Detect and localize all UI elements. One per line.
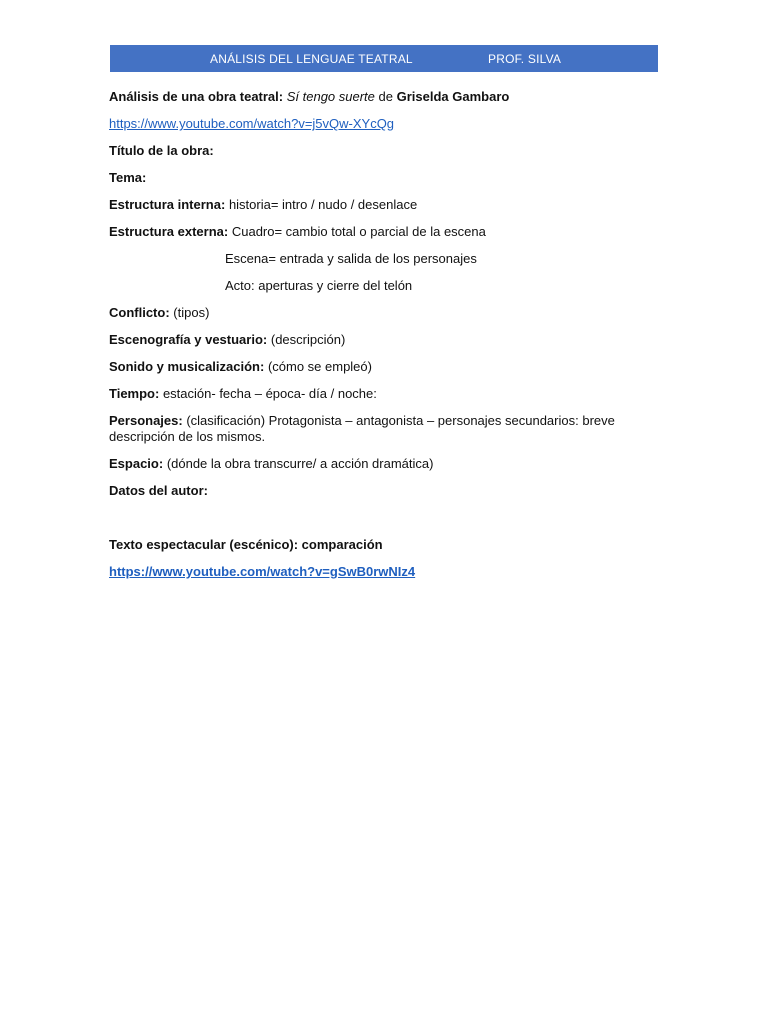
header-teacher: PROF. SILVA [488, 52, 562, 66]
work-author: Griselda Gambaro [396, 89, 510, 104]
personajes-line [109, 413, 629, 445]
sonido-text: (cómo se empleó) [267, 359, 372, 374]
link-line-1 [109, 116, 669, 132]
escenografia-label: Escenografía y vestuario: [109, 332, 268, 347]
tiempo-label: Tiempo: [109, 386, 160, 401]
header-title: ANÁLISIS DEL LENGUAE TEATRAL [210, 52, 413, 66]
escenografia-line [109, 332, 669, 348]
personajes-label: Personajes: [109, 413, 183, 428]
tiempo-text: estación- fecha – época- día / noche: [162, 386, 377, 401]
estructura-interna-label: Estructura interna: [109, 197, 226, 212]
conflicto-line [109, 305, 669, 321]
video-link-2[interactable]: https://www.youtube.com/watch?v=gSwB0rwNIz4 [109, 564, 416, 579]
datos-autor-label: Datos del autor: [109, 483, 208, 498]
video-link-1[interactable]: https://www.youtube.com/watch?v=j5vQw-XYcQg [109, 116, 395, 131]
espacio-line [109, 456, 669, 472]
espacio-label: Espacio: [109, 456, 164, 471]
estructura-externa-escena: Escena= entrada y salida de los personajes [225, 251, 477, 266]
espacio-text: (dónde la obra transcurre/ a acción dramática) [166, 456, 434, 471]
intro-label: Análisis de una obra teatral: [109, 89, 284, 104]
conflicto-label: Conflicto: [109, 305, 170, 320]
conflicto-text: (tipos) [173, 305, 210, 320]
work-title: Sí tengo suerte [286, 89, 375, 104]
texto-espectacular-label: Texto espectacular (escénico): comparación [109, 537, 383, 552]
tema-label: Tema: [109, 170, 147, 185]
sonido-line [109, 359, 669, 375]
estructura-externa-label: Estructura externa: [109, 224, 229, 239]
tiempo-line [109, 386, 669, 402]
estructura-externa-acto: Acto: aperturas y cierre del telón [225, 278, 413, 293]
sonido-label: Sonido y musicalización: [109, 359, 265, 374]
titulo-label: Título de la obra: [109, 143, 214, 158]
estructura-interna-line [109, 197, 669, 213]
intro-line [109, 89, 669, 105]
link-line-2 [109, 564, 669, 580]
header-bar [110, 45, 658, 72]
worksheet-content [109, 89, 669, 580]
intro-connector: de [378, 89, 393, 104]
personajes-text: (clasificación) Protagonista – antagonista – personajes secundarios: breve descripción de los mismos. [109, 413, 615, 444]
estructura-interna-text: historia= intro / nudo / desenlace [228, 197, 418, 212]
estructura-externa-line [109, 224, 669, 240]
estructura-externa-cuadro: Cuadro= cambio total o parcial de la escena [231, 224, 486, 239]
escenografia-text: (descripción) [270, 332, 346, 347]
